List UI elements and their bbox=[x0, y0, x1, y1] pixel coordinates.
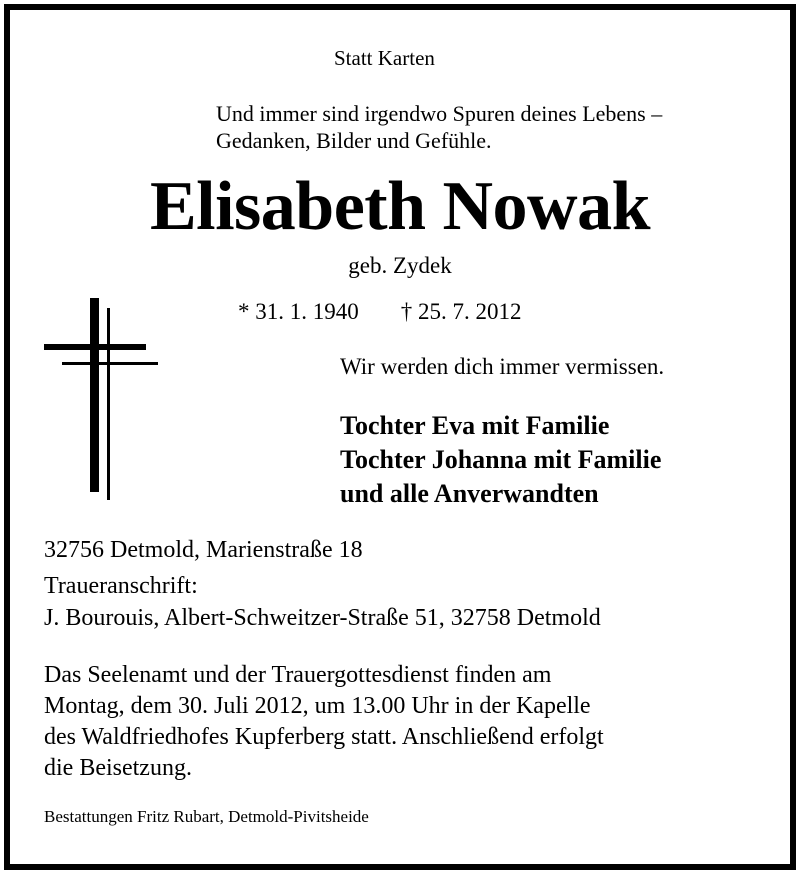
maiden-name: geb. Zydek bbox=[348, 253, 452, 278]
cross-vertical-bold bbox=[90, 298, 99, 492]
cross-horizontal-bold bbox=[44, 344, 146, 350]
mailing-address: J. Bourouis, Albert-Schweitzer-Straße 51, 32758 Detmold bbox=[44, 605, 601, 631]
mourner: Tochter Eva mit Familie bbox=[340, 411, 610, 440]
double-cross-icon bbox=[40, 296, 170, 506]
verse-line: Und immer sind irgendwo Spuren deines Lebens – bbox=[216, 101, 663, 126]
mourner: Tochter Johanna mit Familie bbox=[340, 445, 662, 474]
cross-horizontal-thin bbox=[62, 362, 158, 365]
deceased-name: Elisabeth Nowak bbox=[149, 168, 651, 245]
notice-header: Statt Karten bbox=[334, 46, 435, 70]
service-line: des Waldfriedhofes Kupferberg statt. Anschließend erfolgt bbox=[44, 724, 604, 750]
service-line: die Beisetzung. bbox=[44, 755, 192, 781]
home-address: 32756 Detmold, Marienstraße 18 bbox=[44, 537, 363, 563]
life-dates bbox=[238, 300, 522, 323]
birth-date: * 31. 1. 1940 bbox=[238, 299, 359, 324]
verse bbox=[216, 100, 776, 154]
mourner: und alle Anverwandten bbox=[340, 479, 599, 508]
undertaker: Bestattungen Fritz Rubart, Detmold-Pivitsheide bbox=[44, 807, 369, 826]
service-line: Montag, dem 30. Juli 2012, um 13.00 Uhr in der Kapelle bbox=[44, 693, 591, 719]
mailing-label: Traueranschrift: bbox=[44, 573, 198, 599]
farewell-line: Wir werden dich immer vermissen. bbox=[340, 354, 665, 379]
service-line: Das Seelenamt und der Trauergottesdienst finden am bbox=[44, 662, 552, 688]
death-date: † 25. 7. 2012 bbox=[400, 299, 522, 324]
mourners-list bbox=[340, 409, 661, 511]
cross-vertical-thin bbox=[107, 308, 110, 500]
service-info bbox=[44, 660, 604, 784]
verse-line: Gedanken, Bilder und Gefühle. bbox=[216, 128, 492, 153]
